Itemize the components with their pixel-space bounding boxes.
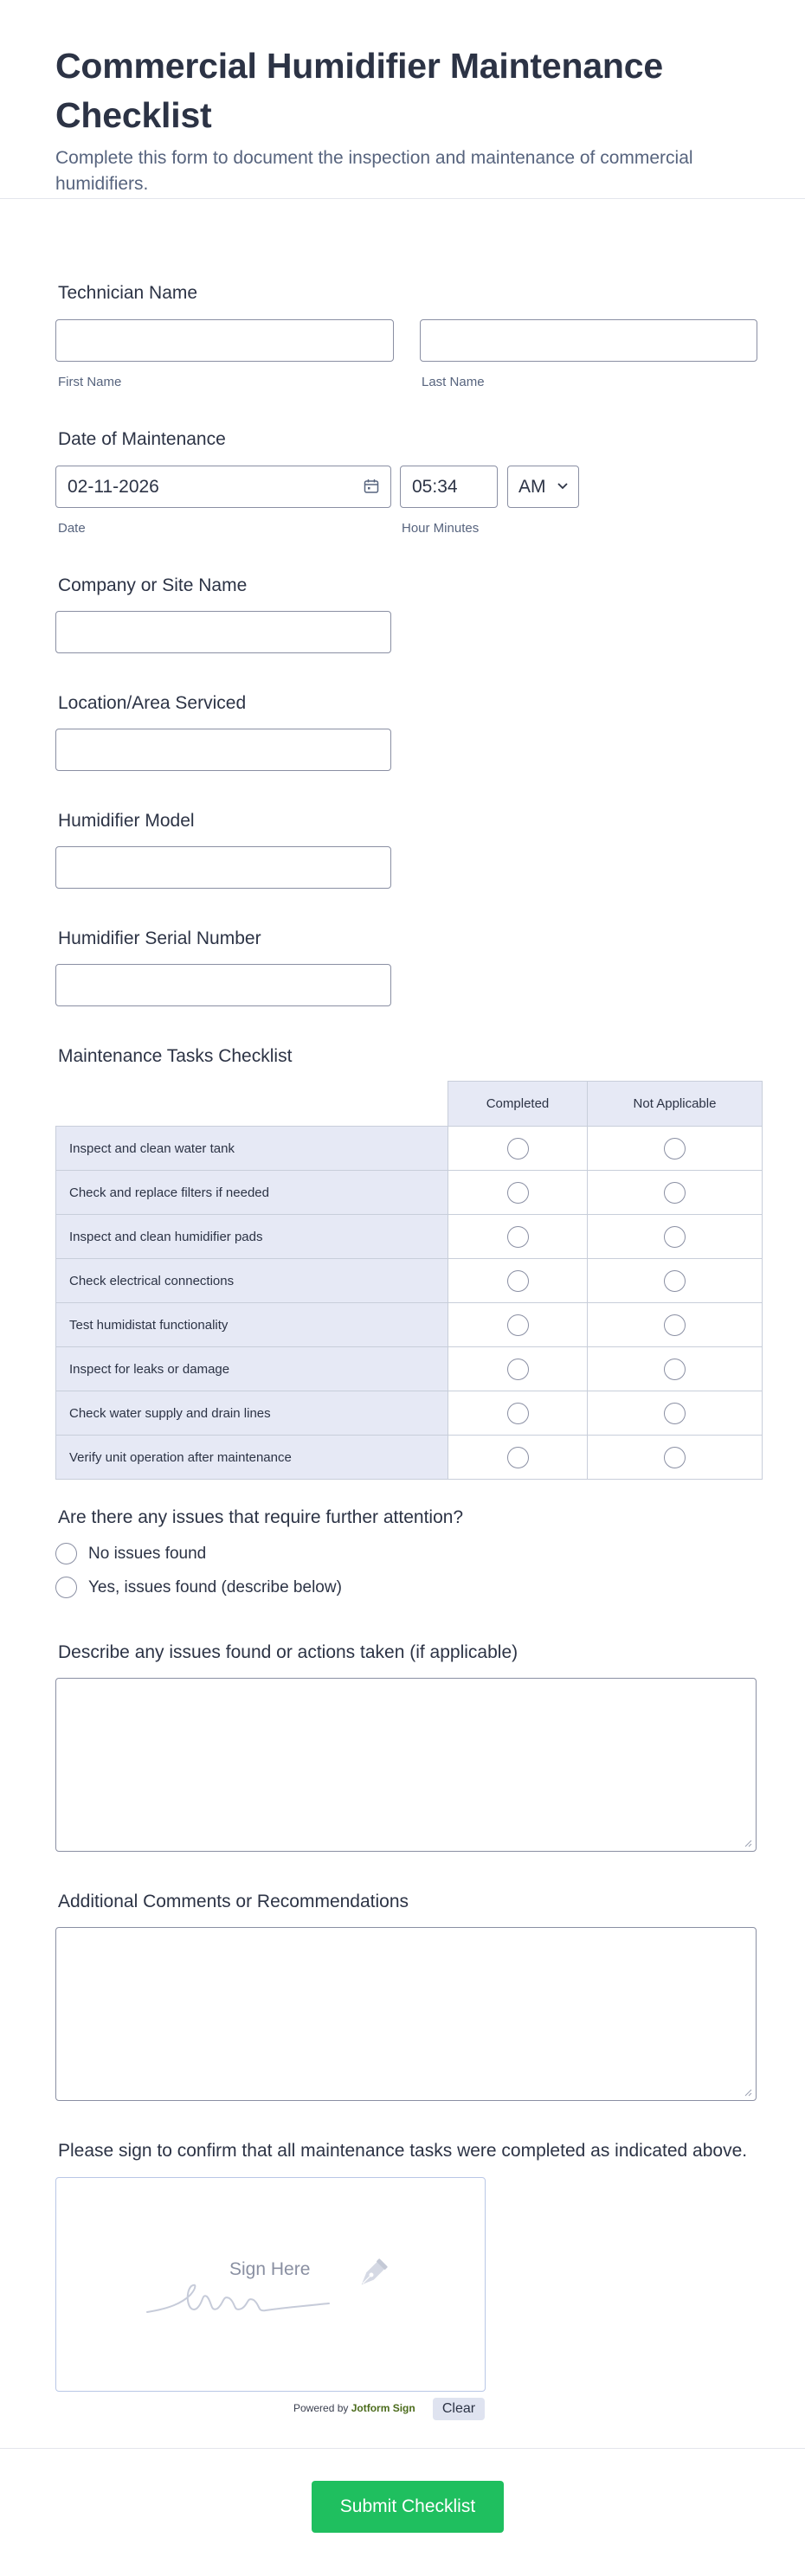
option-issues-found[interactable] — [55, 1577, 342, 1598]
serial-label: Humidifier Serial Number — [58, 928, 261, 948]
tasks-matrix — [55, 1081, 763, 1480]
date-value: 02-11-2026 — [68, 477, 159, 497]
radio-not-applicable[interactable] — [664, 1403, 686, 1424]
radio-no-issues[interactable] — [55, 1543, 77, 1564]
matrix-cell-not-applicable — [588, 1127, 763, 1171]
issues-label: Are there any issues that require further attention? — [58, 1507, 464, 1527]
resize-handle-icon[interactable] — [744, 1839, 752, 1847]
matrix-cell-completed — [448, 1127, 588, 1171]
matrix-cell-not-applicable — [588, 1347, 763, 1391]
calendar-icon[interactable] — [364, 479, 379, 498]
matrix-cell-completed — [448, 1259, 588, 1303]
comments-label: Additional Comments or Recommendations — [58, 1892, 409, 1911]
matrix-cell-completed — [448, 1303, 588, 1347]
matrix-cell-not-applicable — [588, 1171, 763, 1215]
matrix-corner — [56, 1082, 448, 1127]
comments-textarea[interactable] — [55, 1927, 757, 2101]
form-header — [0, 0, 805, 199]
radio-not-applicable[interactable] — [664, 1138, 686, 1160]
task-row-label: Check water supply and drain lines — [56, 1391, 448, 1436]
task-row-label: Inspect and clean humidifier pads — [56, 1215, 448, 1259]
table-row — [56, 1259, 763, 1303]
last-name-sublabel: Last Name — [422, 375, 485, 389]
date-input[interactable] — [55, 466, 391, 508]
first-name-input[interactable] — [55, 319, 394, 362]
matrix-cell-completed — [448, 1347, 588, 1391]
table-row — [56, 1215, 763, 1259]
table-row — [56, 1347, 763, 1391]
table-row — [56, 1127, 763, 1171]
powered-by — [293, 2402, 415, 2414]
option-no-issues[interactable] — [55, 1543, 206, 1564]
time-value: 05:34 — [412, 477, 458, 497]
ampm-select[interactable] — [507, 466, 579, 508]
company-label: Company or Site Name — [58, 575, 248, 595]
technician-name-label: Technician Name — [58, 283, 198, 303]
radio-not-applicable[interactable] — [664, 1447, 686, 1468]
radio-not-applicable[interactable] — [664, 1270, 686, 1292]
model-input[interactable] — [55, 846, 391, 889]
location-label: Location/Area Serviced — [58, 693, 247, 713]
radio-completed[interactable] — [507, 1270, 529, 1292]
radio-completed[interactable] — [507, 1182, 529, 1204]
ampm-value: AM — [518, 477, 546, 497]
chevron-down-icon — [557, 479, 569, 498]
powered-by-prefix: Powered by — [293, 2402, 349, 2414]
matrix-cell-not-applicable — [588, 1391, 763, 1436]
first-name-sublabel: First Name — [58, 375, 122, 389]
page-subtitle: Complete this form to document the inspection and maintenance of commercial humidifiers. — [55, 148, 693, 194]
time-sublabel: Hour Minutes — [402, 521, 480, 536]
column-header-completed: Completed — [448, 1082, 588, 1127]
radio-completed[interactable] — [507, 1447, 529, 1468]
jotform-sign-brand: Jotform Sign — [351, 2402, 415, 2414]
model-label: Humidifier Model — [58, 811, 195, 831]
column-header-not-applicable: Not Applicable — [588, 1082, 763, 1127]
radio-not-applicable[interactable] — [664, 1226, 686, 1248]
table-row — [56, 1303, 763, 1347]
task-row-label: Check electrical connections — [56, 1259, 448, 1303]
task-row-label: Test humidistat functionality — [56, 1303, 448, 1347]
radio-completed[interactable] — [507, 1314, 529, 1336]
radio-not-applicable[interactable] — [664, 1359, 686, 1380]
signature-placeholder: Sign Here — [229, 2259, 311, 2279]
matrix-cell-completed — [448, 1391, 588, 1436]
radio-not-applicable[interactable] — [664, 1314, 686, 1336]
matrix-cell-not-applicable — [588, 1259, 763, 1303]
footer-divider — [0, 2448, 805, 2449]
table-row — [56, 1436, 763, 1480]
signature-label: Please sign to confirm that all maintenance tasks were completed as indicated above. — [58, 2141, 748, 2161]
last-name-input[interactable] — [420, 319, 757, 362]
time-input[interactable] — [400, 466, 498, 508]
date-label: Date of Maintenance — [58, 429, 226, 449]
task-row-label: Check and replace filters if needed — [56, 1171, 448, 1215]
serial-input[interactable] — [55, 964, 391, 1006]
radio-not-applicable[interactable] — [664, 1182, 686, 1204]
matrix-cell-completed — [448, 1171, 588, 1215]
pen-nib-icon — [352, 2256, 390, 2294]
clear-signature-button[interactable]: Clear — [433, 2398, 485, 2420]
task-row-label: Verify unit operation after maintenance — [56, 1436, 448, 1480]
radio-completed[interactable] — [507, 1226, 529, 1248]
matrix-cell-not-applicable — [588, 1303, 763, 1347]
radio-completed[interactable] — [507, 1138, 529, 1160]
location-input[interactable] — [55, 729, 391, 771]
tasks-label: Maintenance Tasks Checklist — [58, 1046, 293, 1066]
table-row — [56, 1391, 763, 1436]
company-input[interactable] — [55, 611, 391, 653]
table-row — [56, 1171, 763, 1215]
date-sublabel: Date — [58, 521, 86, 536]
option-no-issues-label: No issues found — [88, 1544, 207, 1563]
radio-issues-found[interactable] — [55, 1577, 77, 1598]
describe-label: Describe any issues found or actions taken (if applicable) — [58, 1642, 518, 1662]
radio-completed[interactable] — [507, 1359, 529, 1380]
matrix-cell-completed — [448, 1215, 588, 1259]
matrix-cell-completed — [448, 1436, 588, 1480]
matrix-cell-not-applicable — [588, 1436, 763, 1480]
submit-button[interactable]: Submit Checklist — [312, 2481, 504, 2533]
radio-completed[interactable] — [507, 1403, 529, 1424]
describe-textarea[interactable] — [55, 1678, 757, 1852]
task-row-label: Inspect and clean water tank — [56, 1127, 448, 1171]
option-issues-found-label: Yes, issues found (describe below) — [88, 1577, 342, 1596]
task-row-label: Inspect for leaks or damage — [56, 1347, 448, 1391]
page-title: Commercial Humidifier Maintenance Checklist — [55, 46, 663, 135]
signature-pad[interactable] — [55, 2177, 486, 2392]
matrix-cell-not-applicable — [588, 1215, 763, 1259]
resize-handle-icon[interactable] — [744, 2088, 752, 2097]
